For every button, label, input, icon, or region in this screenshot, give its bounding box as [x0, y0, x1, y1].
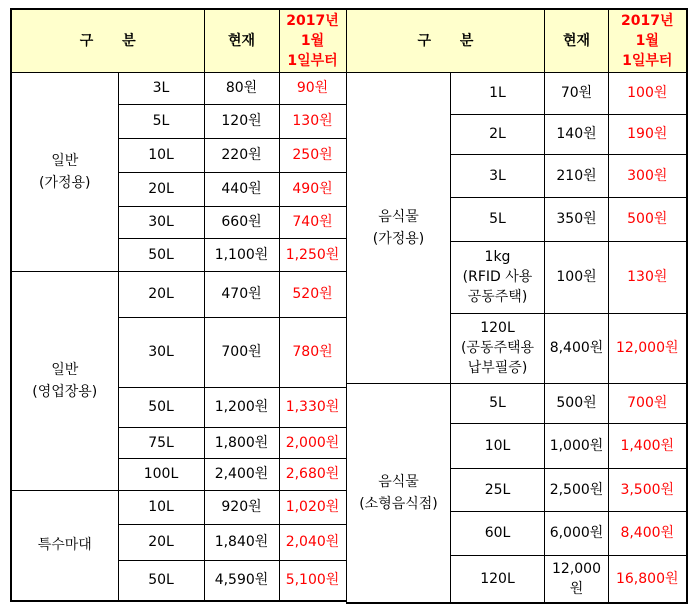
new-cell: 740원: [279, 206, 346, 238]
current-cell: 2,500원: [545, 468, 609, 511]
current-cell: 120원: [204, 104, 279, 138]
size-cell: 30L: [118, 317, 204, 387]
size-cell-multiline: [451, 241, 545, 313]
new-cell: 12,000원: [609, 313, 687, 383]
new-cell: 1,400원: [609, 423, 687, 468]
right-fee-table: [346, 8, 688, 604]
size-cell: 10L: [118, 138, 204, 172]
group-name: 일반: [51, 361, 79, 378]
group-name-sub: (가정용): [372, 230, 425, 247]
new-cell: 130원: [279, 104, 346, 138]
group-name: 음식물: [378, 473, 419, 490]
current-cell: 660원: [204, 206, 279, 238]
size-line: 공동주택): [467, 289, 528, 305]
current-cell: 4,590원: [204, 560, 279, 601]
group-food-restaurant: [347, 383, 451, 603]
current-cell-multiline: [545, 555, 609, 603]
current-cell: 80원: [204, 72, 279, 104]
current-cell: 8,400원: [545, 313, 609, 383]
header-category: 구 분: [347, 9, 545, 72]
size-cell: 25L: [451, 468, 545, 511]
group-business: [11, 271, 118, 490]
current-cell: 700원: [204, 317, 279, 387]
new-cell: 2,040원: [279, 524, 346, 560]
size-line: 1kg: [484, 249, 511, 265]
group-name: 일반: [51, 152, 79, 169]
new-cell: 90원: [279, 72, 346, 104]
size-cell: 5L: [451, 383, 545, 423]
current-cell: 350원: [545, 197, 609, 241]
current-cell: 920원: [204, 490, 279, 524]
new-cell: 8,400원: [609, 511, 687, 555]
current-cell: 1,000원: [545, 423, 609, 468]
size-cell: 2L: [451, 114, 545, 154]
new-cell: 130원: [609, 241, 687, 313]
current-cell: 470원: [204, 271, 279, 317]
header-new-line1: 2017년: [286, 12, 339, 29]
size-cell: 3L: [451, 154, 545, 197]
new-cell: 2,680원: [279, 458, 346, 490]
current-cell: 100원: [545, 241, 609, 313]
new-cell: 250원: [279, 138, 346, 172]
current-cell: 140원: [545, 114, 609, 154]
current-cell: 220원: [204, 138, 279, 172]
header-new-line3: 1일부터: [622, 52, 673, 69]
group-household: [11, 72, 118, 271]
size-cell: 75L: [118, 427, 204, 458]
new-cell: 1,330원: [279, 387, 346, 427]
size-cell: 20L: [118, 172, 204, 206]
size-line: (RFID 사용: [462, 269, 533, 285]
size-cell-multiline: [451, 313, 545, 383]
header-category: 구 분: [11, 9, 204, 72]
current-cell: 440원: [204, 172, 279, 206]
header-current: 현재: [204, 9, 279, 72]
group-name-sub: (가정용): [39, 174, 91, 191]
new-cell: 16,800원: [609, 555, 687, 603]
current-cell: 70원: [545, 72, 609, 114]
left-fee-table: [10, 8, 347, 602]
size-cell: 50L: [118, 560, 204, 601]
new-cell: 780원: [279, 317, 346, 387]
header-new-line2: 1월: [300, 32, 325, 49]
size-cell: 5L: [118, 104, 204, 138]
new-cell: 300원: [609, 154, 687, 197]
current-cell: 1,800원: [204, 427, 279, 458]
group-name: 특수마대: [37, 537, 92, 554]
header-new-line1: 2017년: [621, 12, 674, 29]
header-new-line2: 1월: [635, 32, 659, 49]
new-cell: 490원: [279, 172, 346, 206]
group-food-household: [347, 72, 451, 383]
size-cell: 30L: [118, 206, 204, 238]
size-cell: 10L: [118, 490, 204, 524]
new-cell: 520원: [279, 271, 346, 317]
current-line: 원: [569, 580, 584, 597]
new-cell: 2,000원: [279, 427, 346, 458]
group-name: 음식물: [378, 208, 419, 225]
current-cell: 6,000원: [545, 511, 609, 555]
current-line: 12,000: [552, 560, 601, 577]
size-cell: 100L: [118, 458, 204, 490]
new-cell: 190원: [609, 114, 687, 154]
size-cell: 20L: [118, 524, 204, 560]
size-cell: 5L: [451, 197, 545, 241]
new-cell: 1,020원: [279, 490, 346, 524]
size-cell: 3L: [118, 72, 204, 104]
header-new-line3: 1일부터: [287, 52, 338, 69]
current-cell: 1,200원: [204, 387, 279, 427]
size-cell: 50L: [118, 387, 204, 427]
current-cell: 210원: [545, 154, 609, 197]
size-cell: 10L: [451, 423, 545, 468]
current-cell: 2,400원: [204, 458, 279, 490]
size-line: 납부필증): [467, 360, 528, 376]
new-cell: 100원: [609, 72, 687, 114]
group-special-bag: [11, 490, 118, 601]
size-cell: 1L: [451, 72, 545, 114]
header-current: 현재: [545, 9, 609, 72]
size-cell: 50L: [118, 238, 204, 271]
new-cell: 500원: [609, 197, 687, 241]
size-line: (공동주택용: [460, 340, 535, 356]
current-cell: 500원: [545, 383, 609, 423]
size-cell: 60L: [451, 511, 545, 555]
group-name-sub: (소형음식점): [359, 495, 438, 512]
new-cell: 5,100원: [279, 560, 346, 601]
new-cell: 700원: [609, 383, 687, 423]
new-cell: 1,250원: [279, 238, 346, 271]
header-new: [609, 9, 687, 72]
size-cell: 20L: [118, 271, 204, 317]
new-cell: 3,500원: [609, 468, 687, 511]
group-name-sub: (영업장용): [32, 383, 98, 400]
size-line: 120L: [480, 320, 515, 336]
size-cell: 120L: [451, 555, 545, 603]
header-new: [279, 9, 346, 72]
current-cell: 1,840원: [204, 524, 279, 560]
current-cell: 1,100원: [204, 238, 279, 271]
